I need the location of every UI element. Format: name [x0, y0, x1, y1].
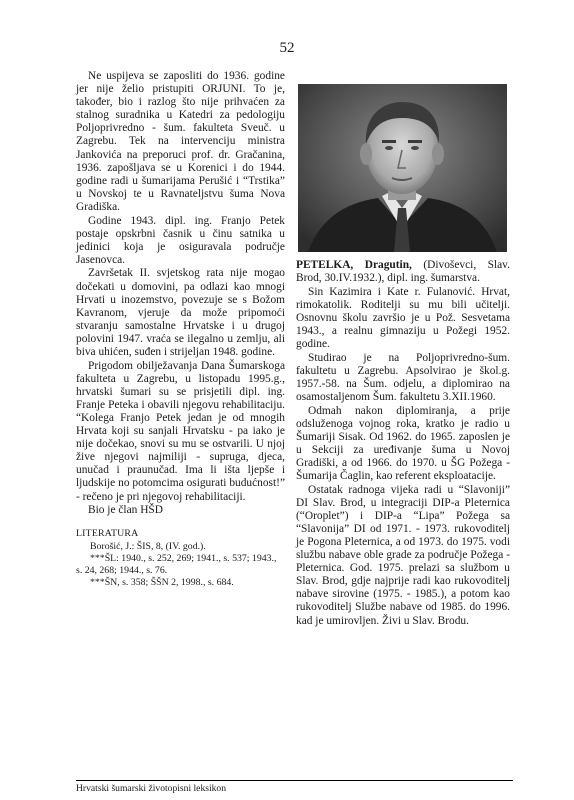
body-paragraph: Ostatak radnoga vijeka radi u “Slavoniji” DI Slav. Brod, u integraciji DIP-a Pleternica (“Oroplet”) i DIP-a “Lipa” Požega sa “Slavonija” DI od 1971. - 1973. rukovoditelj je Pogona Pleternica, a od 1973. do 1975. vodi službu nabave oble grade za područje Požega - Pleternica. God. 1975. prelazi sa službom u Slav. Brod, gdje najprije radi kao rukovoditelj nabave sirovine (1975. - 1985.), a potom kao rukovoditelj Službe nabave od 1985. do 1996. kad je umirovljen. Živi u Slav. Brodu.: [296, 483, 510, 627]
portrait-illustration: [298, 84, 507, 252]
bio-name: PETELKA, Dragutin,: [296, 259, 412, 271]
literature-heading: LITERATURA: [76, 528, 139, 540]
body-paragraph: Prigodom obilježavanja Dana Šumarskoga fakulteta u Zagrebu, u listopadu 1995.g., hrvatski šumari su se prisjetili dipl. ing. Franje Peteka i obavili njegovu rehabilitaciju. “Kolega Franjo Petek jedan je od mnogih Hrvata koji su sanjali Hrvatsku - pa iako je nije dočekao, snovi su mu se ostvarili. U njoj žive njegovi najmiliji - supruga, djeca, unučad i praunučad. Ima li išta ljepše i ljudskije no potomcima osigurati budućnost!” - rečeno je pri njegovoj rehabilitaciji.: [76, 359, 285, 503]
literature-entry: ***ŠL: 1940., s. 252, 269; 1941., s. 537; 1943., s. 24, 268; 1944., s. 76.: [76, 553, 277, 577]
bio-header: [296, 259, 510, 285]
literature-entry: Borošić, J.: ŠIS, 8, (IV. god.).: [90, 541, 206, 553]
footer-text: Hrvatski šumarski životopisni leksikon: [76, 783, 227, 794]
body-paragraph: Bio je član HŠD: [88, 504, 163, 517]
body-paragraph: Završetak II. svjetskog rata nije mogao dočekati u domovini, pa odlazi kao mnogi Hrvati u inozemstvo, povezuje se s Božom Kavranom, vjeruje da može pripomoći stvaranju samostalne Hrvatske i u drugoj polovini 1947. vraća se ilegalno u zemlju, ali biva uhićen, suđen i strijeljan 1948. godine.: [76, 267, 285, 358]
body-paragraph: Ne uspijeva se zaposliti do 1936. godine jer nije želio pristupiti ORJUNI. To je, također, bio i razlog što nije prihvaćen za stalnog suradnika u Katedri za pedologiju Poljoprivredno - šum. fakulteta Sveuč. u Zagrebu. Tek na intervenciju ministra Jankovića na preporuci prof. dr. Gračanina, 1936. zapošljava se u Korenici i do 1944. godine radi u šumarijama Perušić i “Trstika” u Novskoj te u Ravnateljstvu šuma Nova Gradiška.: [76, 70, 285, 213]
page-number: 52: [279, 40, 295, 56]
body-paragraph: Odmah nakon diplomiranja, a prije odsluženoga vojnog roka, kratko je radio u Šumariji Sisak. Od 1962. do 1965. zaposlen je u Sekciji za uređivanje šuma u Novoj Gradiški, a od 1966. do 1970. u ŠG Požega - Šumarija Čaglin, kao referent eksploatacije.: [296, 404, 510, 482]
right-column: [296, 84, 510, 628]
bio-header-details: (Divoševci, Slav. Brod, 30.IV.1932.), dipl. ing. šumarstva.: [296, 259, 510, 285]
body-paragraph: Studirao je na Poljoprivredno-šum. fakultetu u Zagrebu. Apsolvirao je škol.g. 1957.-58. na Šum. odjelu, a diplomirao na osamostaljenom Šum. fakultetu 3.XII.1960.: [296, 351, 510, 403]
body-paragraph: Godine 1943. dipl. ing. Franjo Petek postaje opskrbni časnik u činu satnika u jedinici koja je osiguravala područje Jasenovca.: [76, 214, 285, 266]
portrait-photo: [298, 84, 507, 252]
literature-entry: ***ŠN, s. 358; ŠŠN 2, 1998., s. 684.: [90, 577, 234, 589]
left-column: [76, 70, 285, 589]
footer-divider: [76, 780, 513, 781]
body-paragraph: Sin Kazimira i Kate r. Fulanović. Hrvat, rimokatolik. Roditelji su mu bili učitelji. Osnovnu školu završio je u Pož. Sesvetama 1943., a realnu gimnaziju u Požegi 1952. godine.: [296, 285, 510, 351]
